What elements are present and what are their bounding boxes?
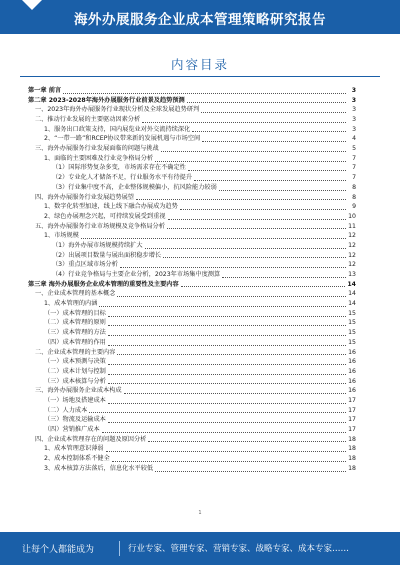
toc-entry[interactable] (28, 280, 356, 290)
toc-entry[interactable] (28, 435, 356, 445)
toc-leader-dots (187, 102, 346, 103)
toc-entry-page: 14 (348, 290, 356, 298)
toc-leader-dots (168, 219, 347, 220)
toc-entry[interactable] (28, 183, 356, 193)
toc-entry[interactable] (28, 348, 356, 358)
toc-entry[interactable] (28, 415, 356, 425)
toc-entry-label: （4）行业竞争格局与主要企业分析，2023年市场集中度测算 (52, 271, 221, 279)
toc-entry-label: 1、市场规模 (44, 232, 79, 240)
toc-entry-label: 二、企业成本管理的主要内容 (35, 348, 116, 356)
toc-entry-page: 3 (352, 116, 356, 124)
toc-entry-page: 3 (352, 125, 356, 133)
toc-entry-label: （1）海外办展市场规模持续扩大 (52, 241, 143, 249)
toc-leader-dots (180, 209, 346, 210)
toc-leader-dots (108, 374, 346, 375)
toc-leader-dots (194, 180, 346, 181)
toc-entry-label: （3）重点区域市场分析 (52, 261, 118, 269)
toc-entry[interactable] (28, 454, 356, 464)
toc-entry[interactable] (28, 125, 356, 135)
toc-entry-page: 12 (348, 232, 356, 240)
toc-leader-dots (108, 422, 346, 423)
toc-entry[interactable] (28, 328, 356, 338)
report-title: 海外办展服务企业成本管理策略研究报告 (74, 12, 326, 28)
footer-divider (119, 541, 120, 556)
toc-entry-label: （一）成本预测与决策 (44, 358, 106, 366)
toc-entry-label: （三）成本核算与分析 (44, 377, 106, 385)
toc-entry-label: 1、服务出口政策支持，国内展览业对外交流持续深化 (44, 125, 191, 133)
toc-leader-dots (202, 141, 346, 142)
toc-entry[interactable] (28, 377, 356, 387)
toc-entry-page: 16 (348, 348, 356, 356)
toc-leader-dots (222, 277, 346, 278)
toc-entry-page: 14 (347, 280, 356, 288)
toc-entry[interactable] (28, 396, 356, 406)
toc-entry-page: 16 (348, 367, 356, 375)
toc-entry-label: （2）出展项目数量与展出面积稳步增长 (52, 251, 162, 259)
toc-entry-page: 3 (351, 86, 356, 94)
toc-entry[interactable] (28, 299, 356, 309)
toc-leader-dots (108, 345, 346, 346)
toc-entry[interactable] (28, 251, 356, 261)
toc-entry[interactable] (28, 144, 356, 154)
toc-entry-label: （一）成本管理的目标 (44, 309, 106, 317)
toc-entry-page: 7 (352, 154, 356, 162)
toc-entry-page: 18 (348, 464, 356, 472)
toc-leader-dots (124, 393, 346, 394)
toc-entry[interactable] (28, 319, 356, 329)
toc-entry[interactable] (28, 231, 356, 241)
toc-leader-dots (145, 248, 346, 249)
toc-entry-label: （三）成本管理的方法 (44, 329, 106, 337)
toc-entry-page: 18 (348, 445, 356, 453)
toc-entry[interactable] (28, 444, 356, 454)
toc-entry-label: 2、成本控制体系不健全 (44, 455, 110, 463)
toc-leader-dots (201, 112, 346, 113)
toc-leader-dots (136, 199, 346, 200)
toc-leader-dots (102, 432, 346, 433)
toc-heading: 内容目录 (170, 57, 229, 72)
toc-entry[interactable] (28, 134, 356, 144)
toc-entry-label: 2、绿色办展理念兴起，可持续发展受到重视 (44, 212, 166, 220)
page-number: 1 (198, 510, 202, 516)
toc-entry-label: 四、海外办展服务行业发展趋势展望 (35, 193, 134, 201)
toc-entry-page: 10 (348, 212, 356, 220)
toc-entry-label: 2、“一带一路”和RCEP协议带来新的发展机遇与市场空间 (44, 135, 201, 143)
toc-entry-label: 1、面临的主要困难及行业竞争格局分析 (44, 154, 154, 162)
toc-leader-dots (81, 238, 346, 239)
toc-entry-label: （四）成本管理的作用 (44, 338, 106, 346)
toc-leader-dots (219, 190, 346, 191)
toc-entry-page: 15 (348, 319, 356, 327)
toc-entry[interactable] (28, 193, 356, 203)
toc-entry[interactable] (28, 105, 356, 115)
toc-leader-dots (181, 286, 346, 287)
toc-entry-page: 16 (348, 358, 356, 366)
toc-entry[interactable] (28, 270, 356, 280)
toc-entry-label: 五、海外办展服务行业市场规模及竞争格局分析 (35, 222, 165, 230)
toc-leader-dots (167, 228, 346, 229)
toc-leader-dots (112, 461, 346, 462)
toc-entry[interactable] (28, 309, 356, 319)
toc-leader-dots (120, 267, 346, 268)
toc-entry-page: 17 (348, 396, 356, 404)
toc-entry[interactable] (28, 173, 356, 183)
toc-entry-label: 第三章 海外办展服务企业成本管理的重要性及主要内容 (28, 280, 179, 288)
toc-entry-label: （3）行业集中度不高，企业整体规模偏小，抗风险能力较弱 (52, 183, 217, 191)
toc-entry-label: 二、推动行业发展的主要驱动因素分析 (35, 116, 141, 124)
toc-entry[interactable] (28, 154, 356, 164)
toc-entry[interactable] (28, 464, 356, 474)
toc-entry-label: 1、数字化转型加速，线上线下融合办展成为趋势 (44, 203, 178, 211)
toc-entry-page: 15 (348, 338, 356, 346)
toc-entry-page: 9 (352, 203, 356, 211)
toc-entry-label: （2）专业化人才储备不足，行业服务水平有待提升 (52, 174, 193, 182)
toc-entry-label: 第二章 2023-2028年海外办展服务行业前景及趋势预测 (28, 96, 185, 104)
toc-entry-page: 5 (352, 145, 356, 153)
toc-entry-label: 一、2023年海外办展服务行业现状分析及全球发展趋势研判 (35, 106, 200, 114)
toc-entry[interactable] (28, 338, 356, 348)
toc-entry-label: 1、成本管理的内涵 (44, 300, 98, 308)
footer-tagline: 行业专家、管理专家、营销专家、战略专家、成本专家…… (128, 544, 350, 554)
toc-entry[interactable] (28, 260, 356, 270)
toc-entry-page: 17 (348, 416, 356, 424)
page-header (0, 0, 400, 34)
toc-entry[interactable] (28, 115, 356, 125)
toc-leader-dots (161, 151, 346, 152)
toc-entry-label: （三）物流及运输成本 (44, 416, 106, 424)
toc-leader-dots (155, 471, 346, 472)
toc-entry[interactable] (28, 164, 356, 174)
toc-entry-page: 15 (348, 329, 356, 337)
toc-leader-dots (142, 122, 346, 123)
toc-entry[interactable] (28, 86, 356, 96)
toc-entry-label: （二）成本管理的原则 (44, 319, 106, 327)
toc-leader-dots (108, 325, 346, 326)
toc-entry[interactable] (28, 425, 356, 435)
toc-entry[interactable] (28, 212, 356, 222)
toc-entry-page: 15 (348, 309, 356, 317)
toc-entry-page: 8 (352, 183, 356, 191)
toc-entry[interactable] (28, 386, 356, 396)
toc-leader-dots (117, 354, 346, 355)
toc-leader-dots (106, 451, 346, 452)
page-footer (0, 532, 400, 565)
toc-entry-label: 三、海外办展服务行业发展面临的问题与挑战 (35, 145, 159, 153)
toc-entry-page: 12 (348, 241, 356, 249)
toc-entry-label: （二）人力成本 (44, 406, 88, 414)
toc-leader-dots (148, 441, 346, 442)
toc-entry-label: 1、成本管理意识薄弱 (44, 445, 104, 453)
toc-leader-dots (108, 316, 346, 317)
toc-leader-dots (63, 93, 346, 94)
toc-entry-label: 四、企业成本管理存在的问题及原因分析 (35, 435, 147, 443)
toc-entry-page: 7 (352, 164, 356, 172)
toc-entry-page: 17 (348, 426, 356, 434)
toc-entry[interactable] (28, 241, 356, 251)
toc-entry-label: （一）场地及搭建成本 (44, 396, 106, 404)
toc-leader-dots (188, 170, 346, 171)
toc-leader-dots (108, 383, 346, 384)
toc-entry-page: 16 (348, 377, 356, 385)
toc-entry-page: 12 (348, 251, 356, 259)
toc-entry-label: 第一章 前言 (28, 86, 62, 94)
toc-entry-label: 一、企业成本管理的基本概念 (35, 290, 116, 298)
toc-divider (20, 76, 380, 77)
toc-entry-label: （二）成本计划与控制 (44, 367, 106, 375)
toc-entry[interactable] (28, 202, 356, 212)
footer-slogan: 让每个人都能成为 (22, 545, 95, 555)
toc-leader-dots (99, 306, 346, 307)
toc-leader-dots (155, 161, 346, 162)
toc-entry-label: 三、海外办展服务企业成本构成 (35, 387, 122, 395)
toc-entry-page: 18 (348, 435, 356, 443)
toc-entry-label: （四）营销推广成本 (44, 426, 100, 434)
toc-entry[interactable] (28, 357, 356, 367)
table-of-contents (28, 86, 356, 474)
toc-entry[interactable] (28, 289, 356, 299)
toc-entry-page: 3 (351, 96, 356, 104)
toc-entry-page: 16 (348, 387, 356, 395)
toc-entry[interactable] (28, 406, 356, 416)
toc-entry-page: 4 (352, 135, 356, 143)
toc-entry-page: 13 (348, 271, 356, 279)
toc-leader-dots (108, 403, 346, 404)
toc-entry-page: 18 (348, 455, 356, 463)
toc-entry-page: 14 (348, 300, 356, 308)
toc-entry[interactable] (28, 96, 356, 106)
toc-entry[interactable] (28, 222, 356, 232)
toc-entry-page: 3 (352, 106, 356, 114)
toc-entry-page: 17 (348, 406, 356, 414)
toc-entry-page: 12 (348, 261, 356, 269)
toc-entry-label: 3、成本核算方法落后，信息化水平较低 (44, 464, 154, 472)
toc-leader-dots (108, 335, 346, 336)
toc-entry-page: 11 (348, 222, 356, 230)
toc-leader-dots (192, 131, 346, 132)
toc-entry-page: 8 (352, 193, 356, 201)
toc-entry[interactable] (28, 367, 356, 377)
toc-entry-label: （1）国际形势复杂多变，市场需求存在不确定性 (52, 164, 186, 172)
toc-leader-dots (163, 257, 346, 258)
toc-leader-dots (117, 296, 346, 297)
toc-entry-page: 7 (352, 174, 356, 182)
toc-leader-dots (108, 364, 346, 365)
toc-leader-dots (89, 412, 346, 413)
